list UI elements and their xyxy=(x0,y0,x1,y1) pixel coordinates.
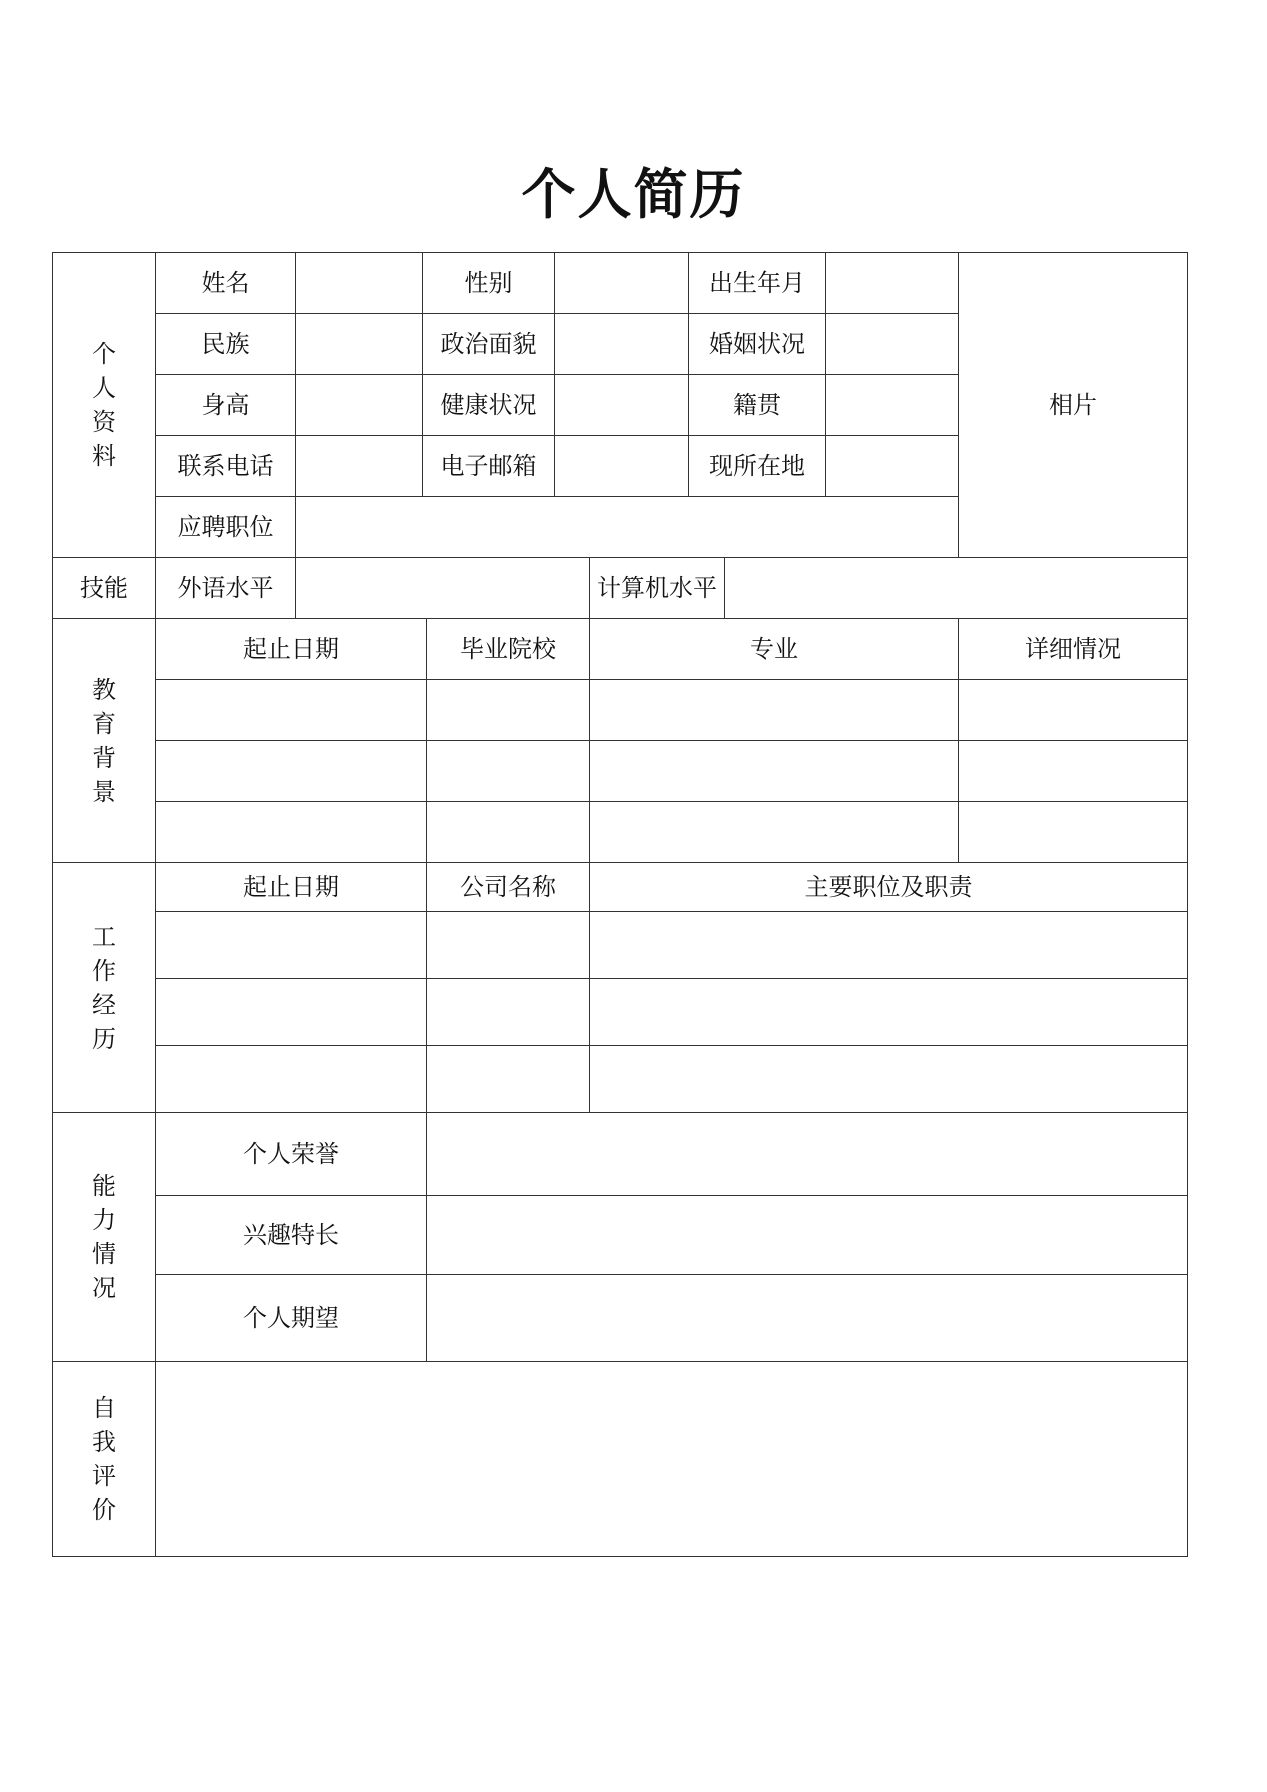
work-cell[interactable] xyxy=(156,1046,427,1113)
table-row xyxy=(53,802,1188,863)
work-cell[interactable] xyxy=(427,912,590,979)
edu-cell[interactable] xyxy=(959,741,1188,802)
edu-cell[interactable] xyxy=(156,741,427,802)
section-self-eval-label: 自我评价 xyxy=(53,1362,156,1557)
label-height: 身高 xyxy=(156,375,296,436)
edu-cell[interactable] xyxy=(959,802,1188,863)
work-cell[interactable] xyxy=(590,979,1188,1046)
photo-box[interactable]: 相片 xyxy=(959,253,1188,558)
label-health: 健康状况 xyxy=(423,375,555,436)
label-marital-status: 婚姻状况 xyxy=(689,314,826,375)
section-ability-label: 能力情况 xyxy=(53,1113,156,1362)
value-native-place[interactable] xyxy=(826,375,959,436)
table-row xyxy=(53,979,1188,1046)
edu-header-major: 专业 xyxy=(590,619,959,680)
label-ethnicity: 民族 xyxy=(156,314,296,375)
edu-cell[interactable] xyxy=(590,802,959,863)
table-row xyxy=(53,1046,1188,1113)
label-phone: 联系电话 xyxy=(156,436,296,497)
edu-header-dates: 起止日期 xyxy=(156,619,427,680)
value-hobbies[interactable] xyxy=(427,1196,1188,1275)
value-self-evaluation[interactable] xyxy=(156,1362,1188,1557)
value-position[interactable] xyxy=(296,497,959,558)
table-row xyxy=(53,680,1188,741)
value-location[interactable] xyxy=(826,436,959,497)
edu-cell[interactable] xyxy=(427,741,590,802)
value-computer-level[interactable] xyxy=(725,558,1188,619)
label-hobbies: 兴趣特长 xyxy=(156,1196,427,1275)
page-title: 个人简历 xyxy=(521,162,746,226)
value-birth[interactable] xyxy=(826,253,959,314)
label-political-status: 政治面貌 xyxy=(423,314,555,375)
edu-cell[interactable] xyxy=(156,680,427,741)
table-row xyxy=(53,741,1188,802)
edu-header-school: 毕业院校 xyxy=(427,619,590,680)
value-phone[interactable] xyxy=(296,436,423,497)
label-native-place: 籍贯 xyxy=(689,375,826,436)
value-foreign-language[interactable] xyxy=(296,558,590,619)
value-name[interactable] xyxy=(296,253,423,314)
work-header-dates: 起止日期 xyxy=(156,863,427,912)
value-expectations[interactable] xyxy=(427,1275,1188,1362)
label-gender: 性别 xyxy=(423,253,555,314)
work-cell[interactable] xyxy=(427,979,590,1046)
label-name: 姓名 xyxy=(156,253,296,314)
work-header-duties: 主要职位及职责 xyxy=(590,863,1188,912)
label-expectations: 个人期望 xyxy=(156,1275,427,1362)
label-computer-level: 计算机水平 xyxy=(590,558,725,619)
section-personal-label: 个人资料 xyxy=(53,253,156,558)
section-skills-label: 技能 xyxy=(53,558,156,619)
edu-cell[interactable] xyxy=(427,802,590,863)
value-height[interactable] xyxy=(296,375,423,436)
label-location: 现所在地 xyxy=(689,436,826,497)
label-email: 电子邮箱 xyxy=(423,436,555,497)
edu-cell[interactable] xyxy=(959,680,1188,741)
value-political-status[interactable] xyxy=(555,314,689,375)
resume-table xyxy=(52,252,1188,1557)
label-honors: 个人荣誉 xyxy=(156,1113,427,1196)
work-header-company: 公司名称 xyxy=(427,863,590,912)
value-honors[interactable] xyxy=(427,1113,1188,1196)
value-gender[interactable] xyxy=(555,253,689,314)
value-email[interactable] xyxy=(555,436,689,497)
label-birth: 出生年月 xyxy=(689,253,826,314)
edu-cell[interactable] xyxy=(590,741,959,802)
work-cell[interactable] xyxy=(427,1046,590,1113)
edu-cell[interactable] xyxy=(590,680,959,741)
value-marital-status[interactable] xyxy=(826,314,959,375)
work-cell[interactable] xyxy=(156,912,427,979)
value-ethnicity[interactable] xyxy=(296,314,423,375)
section-education-label: 教育背景 xyxy=(53,619,156,863)
edu-cell[interactable] xyxy=(156,802,427,863)
section-work-label: 工作经历 xyxy=(53,863,156,1113)
table-row xyxy=(53,912,1188,979)
work-cell[interactable] xyxy=(156,979,427,1046)
work-cell[interactable] xyxy=(590,912,1188,979)
label-foreign-language: 外语水平 xyxy=(156,558,296,619)
resume-form xyxy=(52,252,1187,1557)
label-position: 应聘职位 xyxy=(156,497,296,558)
edu-header-details: 详细情况 xyxy=(959,619,1188,680)
work-cell[interactable] xyxy=(590,1046,1188,1113)
value-health[interactable] xyxy=(555,375,689,436)
edu-cell[interactable] xyxy=(427,680,590,741)
